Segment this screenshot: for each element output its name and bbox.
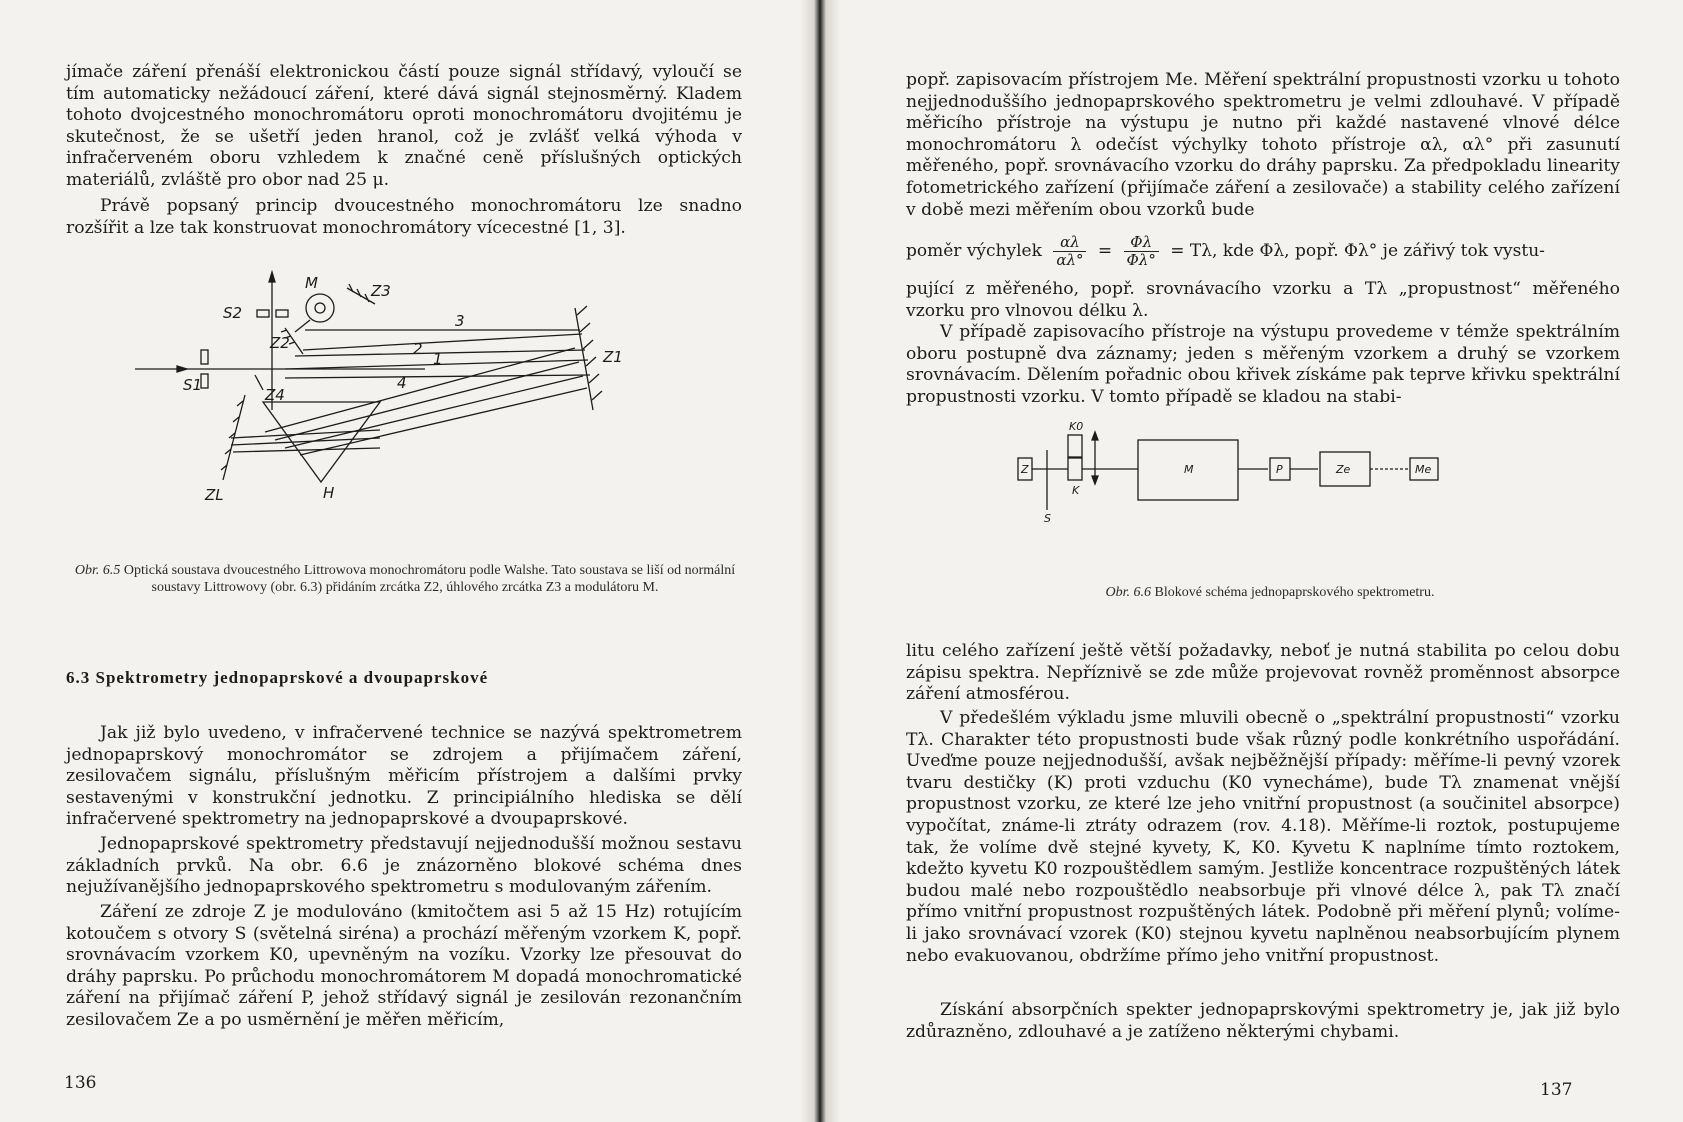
beam-ray bbox=[285, 375, 590, 378]
figure-6-5-caption bbox=[60, 562, 750, 596]
label-p: P bbox=[1276, 463, 1283, 476]
right-paragraph-1: popř. zapisovacím přístrojem Me. Měření spektrální propustnosti vzorku u tohoto nejjednoduššího jednopaprskového spektrometru je velmi zdlouhavé. V případě měřicího přístroje na výstupu je nutno při každé nastavené vlnové délce monochromátoru λ odečíst výchylky tohoto přístroje αλ, αλ° při zasunutí měřeného, popř. srovnávacího vzorku do dráhy paprsku. Za předpokladu linearity fotometrického zařízení (přijímače záření a zesilovače) a stability celého zařízení v době mezi měřením obou vzorků bude bbox=[906, 70, 1620, 220]
k0-move-arrowhead-down bbox=[1092, 476, 1098, 484]
fraction-alpha-den: αλ° bbox=[1056, 251, 1084, 269]
mirror-z1-hatch bbox=[589, 374, 599, 383]
figure-6-6-block-diagram bbox=[1010, 420, 1570, 570]
section-heading: 6.3 Spektrometry jednopaprskové a dvoupaprskové bbox=[66, 668, 489, 687]
caption-number: Obr. 6.5 bbox=[74, 563, 121, 578]
label-m-block: M bbox=[1184, 463, 1194, 476]
k0-move-arrowhead-up bbox=[1092, 432, 1098, 440]
caption-text: Blokové schéma jednopaprskového spektrometru. bbox=[1151, 585, 1435, 600]
label-s1: S1 bbox=[183, 376, 203, 394]
block-k bbox=[1068, 458, 1082, 480]
left-paragraph-2: Právě popsaný princip dvoucestného monochromátoru lze snadno rozšířit a lze tak konstruovat monochromátory vícecestné [1, 3]. bbox=[66, 196, 742, 238]
fraction-alpha bbox=[1053, 234, 1086, 269]
label-h: H bbox=[323, 484, 335, 502]
label-z3: Z3 bbox=[371, 282, 391, 300]
slit-s1-upper bbox=[201, 350, 208, 364]
label-k: K bbox=[1072, 484, 1080, 497]
modulator-disc bbox=[306, 294, 334, 322]
axis-arrowhead bbox=[269, 272, 275, 282]
page-number-left: 136 bbox=[64, 1073, 97, 1093]
caption-text: Optická soustava dvoucestného Littrowova monochromátoru podle Walshe. Tato soustava se liší od normální soustavy Littrowovy (obr. 6.3) přidáním zrcátka Z2, úhlového zrcátka Z3 a modulátoru M. bbox=[120, 563, 736, 595]
label-s: S bbox=[1044, 512, 1051, 525]
label-ze: Ze bbox=[1336, 463, 1351, 476]
slit-s2-box bbox=[257, 310, 269, 317]
label-k0: K0 bbox=[1069, 420, 1084, 433]
beam-ray bbox=[300, 388, 587, 455]
beam-ray bbox=[265, 348, 575, 432]
mirror-z1-hatch bbox=[580, 323, 590, 332]
modulator-hub bbox=[315, 303, 325, 313]
mirror-z1-hatch bbox=[586, 357, 596, 366]
label-ray-3: 3 bbox=[455, 312, 465, 330]
fraction-phi bbox=[1124, 234, 1159, 269]
mirror-z1-hatch bbox=[592, 391, 602, 400]
right-page bbox=[840, 0, 1683, 1122]
label-z: Z bbox=[1021, 463, 1029, 476]
formula-equals: = bbox=[1097, 241, 1113, 261]
figure-6-6-caption bbox=[920, 584, 1620, 601]
label-zl: ZL bbox=[205, 486, 224, 504]
mirror-z3-hatch bbox=[357, 289, 361, 297]
figure-6-5-littrow-diagram bbox=[135, 270, 675, 545]
left-paragraph-5: Záření ze zdroje Z je modulováno (kmitočtem asi 5 až 15 Hz) rotujícím kotoučem s otvory S (světelná siréna) a prochází měřeným vzorkem K, popř. srovnávacím vzorkem K0, upevněným na vozíku. Vzorky lze přesouvat do dráhy paprsku. Po průchodu monochromátorem M dopadá monochromatické záření na přijímač záření P, jehož střídavý signál je zesilován rezonančním zesilovačem Ze a po usměrnění je měřen měřicím, bbox=[66, 902, 742, 1030]
mirror-z2-hatch bbox=[281, 330, 287, 332]
left-paragraph-3: Jak již bylo uvedeno, v infračervené technice se nazývá spektrometrem jednopaprskový monochromátor se zdrojem a přijímačem záření, zesilovačem signálu, příslušným měřicím přístrojem a dalšími prvky sestavenými v konstrukční jednotku. Z principiálního hlediska se dělí infračervené spektrometry na jednopaprskové a dvoupaprskové. bbox=[66, 723, 742, 830]
right-paragraph-2: pující z měřeného, popř. srovnávacího vzorku a Tλ „propustnost“ měřeného vzorku pro vlnovou délku λ. bbox=[906, 279, 1620, 321]
right-paragraph-4: litu celého zařízení ještě větší požadavky, neboť je nutná stabilita po celou dobu zápisu spektra. Nepříznivě se zde může projevovat rovněž proměnnost absorpce záření atmosférou. bbox=[906, 641, 1620, 705]
mirror-z4 bbox=[255, 375, 263, 390]
mirror-z2-hatch bbox=[289, 342, 295, 344]
incoming-beam-arrow bbox=[177, 366, 187, 372]
block-k0 bbox=[1068, 435, 1082, 457]
formula-prefix: poměr výchylek bbox=[906, 241, 1042, 261]
slit-s2-box-right bbox=[276, 310, 288, 317]
label-ray-1: 1 bbox=[433, 350, 443, 368]
prism-h bbox=[263, 402, 380, 482]
prism-ray bbox=[231, 430, 380, 438]
label-ray-2: 2 bbox=[413, 340, 423, 358]
left-paragraph-1: jímače záření přenáší elektronickou částí pouze signál střídavý, vyloučí se tím automaticky nežádoucí záření, které dává signál stejnosměrný. Kladem tohoto dvojcestného monochromátoru oproti monochromátoru dvojitému je skutečnost, že se ušetří jeden hranol, což je zvlášť velká výhoda v infračerveném oboru vzhledem k značné ceně příslušných optických materiálů, zvláště pro obor nad 25 μ. bbox=[66, 62, 742, 190]
page-number-right: 137 bbox=[1540, 1080, 1573, 1100]
mirror-z1-hatch bbox=[577, 306, 587, 315]
label-s2: S2 bbox=[223, 304, 243, 322]
label-me: Me bbox=[1415, 463, 1432, 476]
prism-ray bbox=[233, 448, 380, 452]
fraction-phi-den: Φλ° bbox=[1126, 251, 1156, 269]
label-ray-4: 4 bbox=[397, 374, 407, 392]
right-paragraph-6: Získání absorpčních spekter jednopaprskovými spektrometry je, jak již bylo zdůrazněno, zdlouhavé a je zatíženo některými chybami. bbox=[906, 1000, 1620, 1042]
label-z2: Z2 bbox=[270, 334, 290, 352]
label-m: M bbox=[305, 274, 318, 292]
beam-ray bbox=[303, 334, 582, 350]
left-paragraph-4: Jednopaprskové spektrometry představují nejjednodušší možnou sestavu základních prvků. Na obr. 6.6 je znázorněno blokové schéma dnes nejužívanějšího jednopaprskového spektrometru s modulovaným zářením. bbox=[66, 834, 742, 898]
mirror-z1-hatch bbox=[583, 340, 593, 349]
right-paragraph-3: V případě zapisovacího přístroje na výstupu provedeme v témže spektrálním oboru postupně dva záznamy; jeden s měřeným vzorkem a druhý se vzorkem srovnávacím. Dělením pořadnic obou křivek získáme pak teprve křivku spektrální propustnosti vzorku. V tomto případě se kladou na stabi- bbox=[906, 322, 1620, 407]
label-z1: Z1 bbox=[603, 348, 623, 366]
caption-number: Obr. 6.6 bbox=[1105, 585, 1152, 600]
fraction-alpha-num: αλ bbox=[1053, 234, 1086, 252]
label-z4: Z4 bbox=[265, 386, 285, 404]
book-gutter bbox=[800, 0, 840, 1122]
fraction-phi-num: Φλ bbox=[1124, 234, 1159, 252]
right-paragraph-5: V předešlém výkladu jsme mluvili obecně o „spektrální propustnosti“ vzorku Tλ. Charakter této propustnosti bude však různý podle konkrétního uspořádání. Uveďme pouze nejjednodušší, avšak nejběžnější případy: měříme-li pevný vzorek tvaru destičky (K) proti vzduchu (K0 vynecháme), bude Tλ znamenat vnější propustnost vzorku, ze které lze jeho vnitřní propustnost (a součinitel absorpce) vypočítat, známe-li ztráty odrazem (rov. 4.18). Měříme-li roztok, postupujeme tak, že volíme dvě stejné kyvety, K, K0. Kyvetu K naplníme tímto roztokem, kdežto kyvetu K0 rozpouštědlem samým. Jestliže koncentrace rozpuštěných látek budou malé nebo rozpouštědlo neabsorbuje při vlnové délce λ, pak Tλ značí přímo vnitřní propustnost rozpuštěných látek. Podobně při měření plynů; volíme-li jako srovnávací vzorek (K0) stejnou kyvetu naplněnou neabsorbujícím plynem nebo evakuovanou, obdržíme přímo jeho vnitřní propustnost. bbox=[906, 708, 1620, 966]
formula-suffix: = Tλ, kde Φλ, popř. Φλ° je zářivý tok vystu- bbox=[1170, 241, 1545, 261]
mirror-z1 bbox=[575, 308, 593, 410]
left-page bbox=[0, 0, 800, 1122]
formula-line bbox=[906, 234, 1545, 269]
